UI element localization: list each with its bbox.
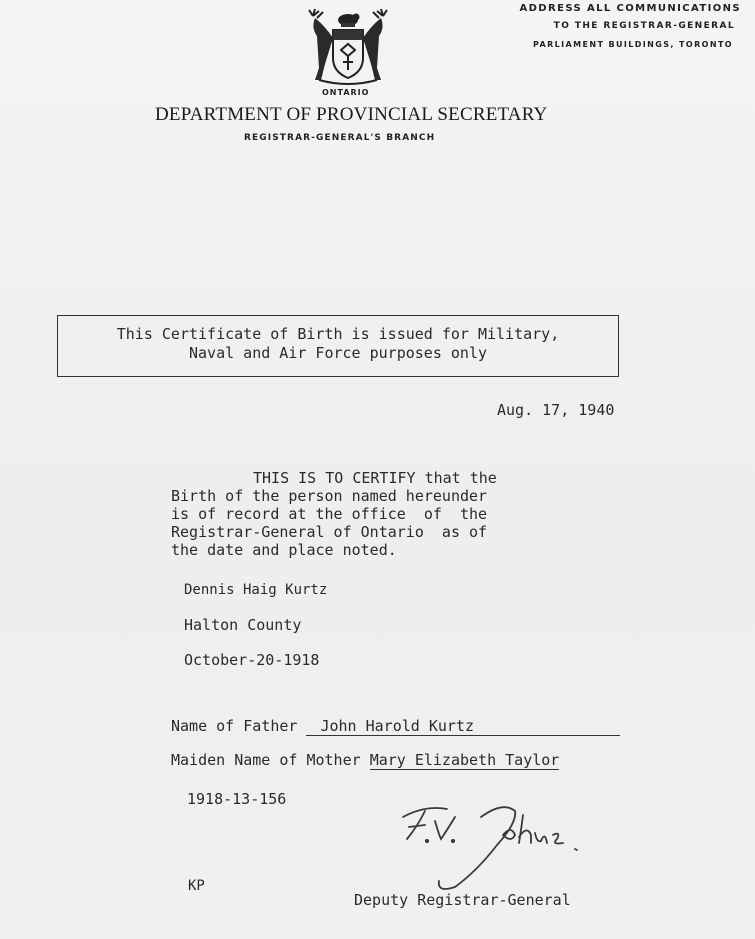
father-label: Name of Father [171, 717, 298, 735]
province-label: ONTARIO [322, 88, 370, 97]
clerk-initials: KP [188, 878, 205, 894]
coat-of-arms-crest [305, 8, 391, 88]
handwritten-signature [385, 795, 625, 895]
signatory-title: Deputy Registrar-General [354, 891, 571, 909]
mother-label: Maiden Name of Mother [171, 751, 361, 769]
mother-value: Mary Elizabeth Taylor [369, 751, 560, 769]
department-title: DEPARTMENT OF PROVINCIAL SECRETARY [155, 104, 548, 125]
person-name: Dennis Haig Kurtz [184, 582, 328, 598]
certify-line-2: Birth of the person named hereunder [171, 487, 488, 505]
certify-line-1: THIS IS TO CERTIFY that the [253, 469, 497, 487]
father-row [171, 717, 620, 736]
father-value [306, 717, 620, 736]
mother-row [171, 751, 559, 770]
issue-date: Aug. 17, 1940 [497, 401, 615, 419]
birth-place: Halton County [184, 616, 302, 634]
notice-line-1: This Certificate of Birth is issued for Military, [116, 325, 560, 343]
address-line-3: PARLIAMENT BUILDINGS, TORONTO [532, 40, 733, 49]
certify-line-5: the date and place noted. [171, 541, 397, 559]
notice-line-2: Naval and Air Force purposes only [188, 344, 487, 362]
father-value-text: John Harold Kurtz [320, 717, 474, 735]
address-line-2: TO THE REGISTRAR-GENERAL [553, 21, 735, 31]
address-line-1: ADDRESS ALL COMMUNICATIONS [519, 3, 741, 14]
certify-line-3: is of record at the office of the [171, 505, 488, 523]
birth-date: October-20-1918 [184, 651, 320, 669]
certify-line-4: Registrar-General of Ontario as of [171, 523, 488, 541]
notice-box [57, 315, 619, 377]
branch-subtitle: REGISTRAR-GENERAL'S BRANCH [244, 133, 436, 143]
registration-number: 1918-13-156 [187, 790, 287, 808]
